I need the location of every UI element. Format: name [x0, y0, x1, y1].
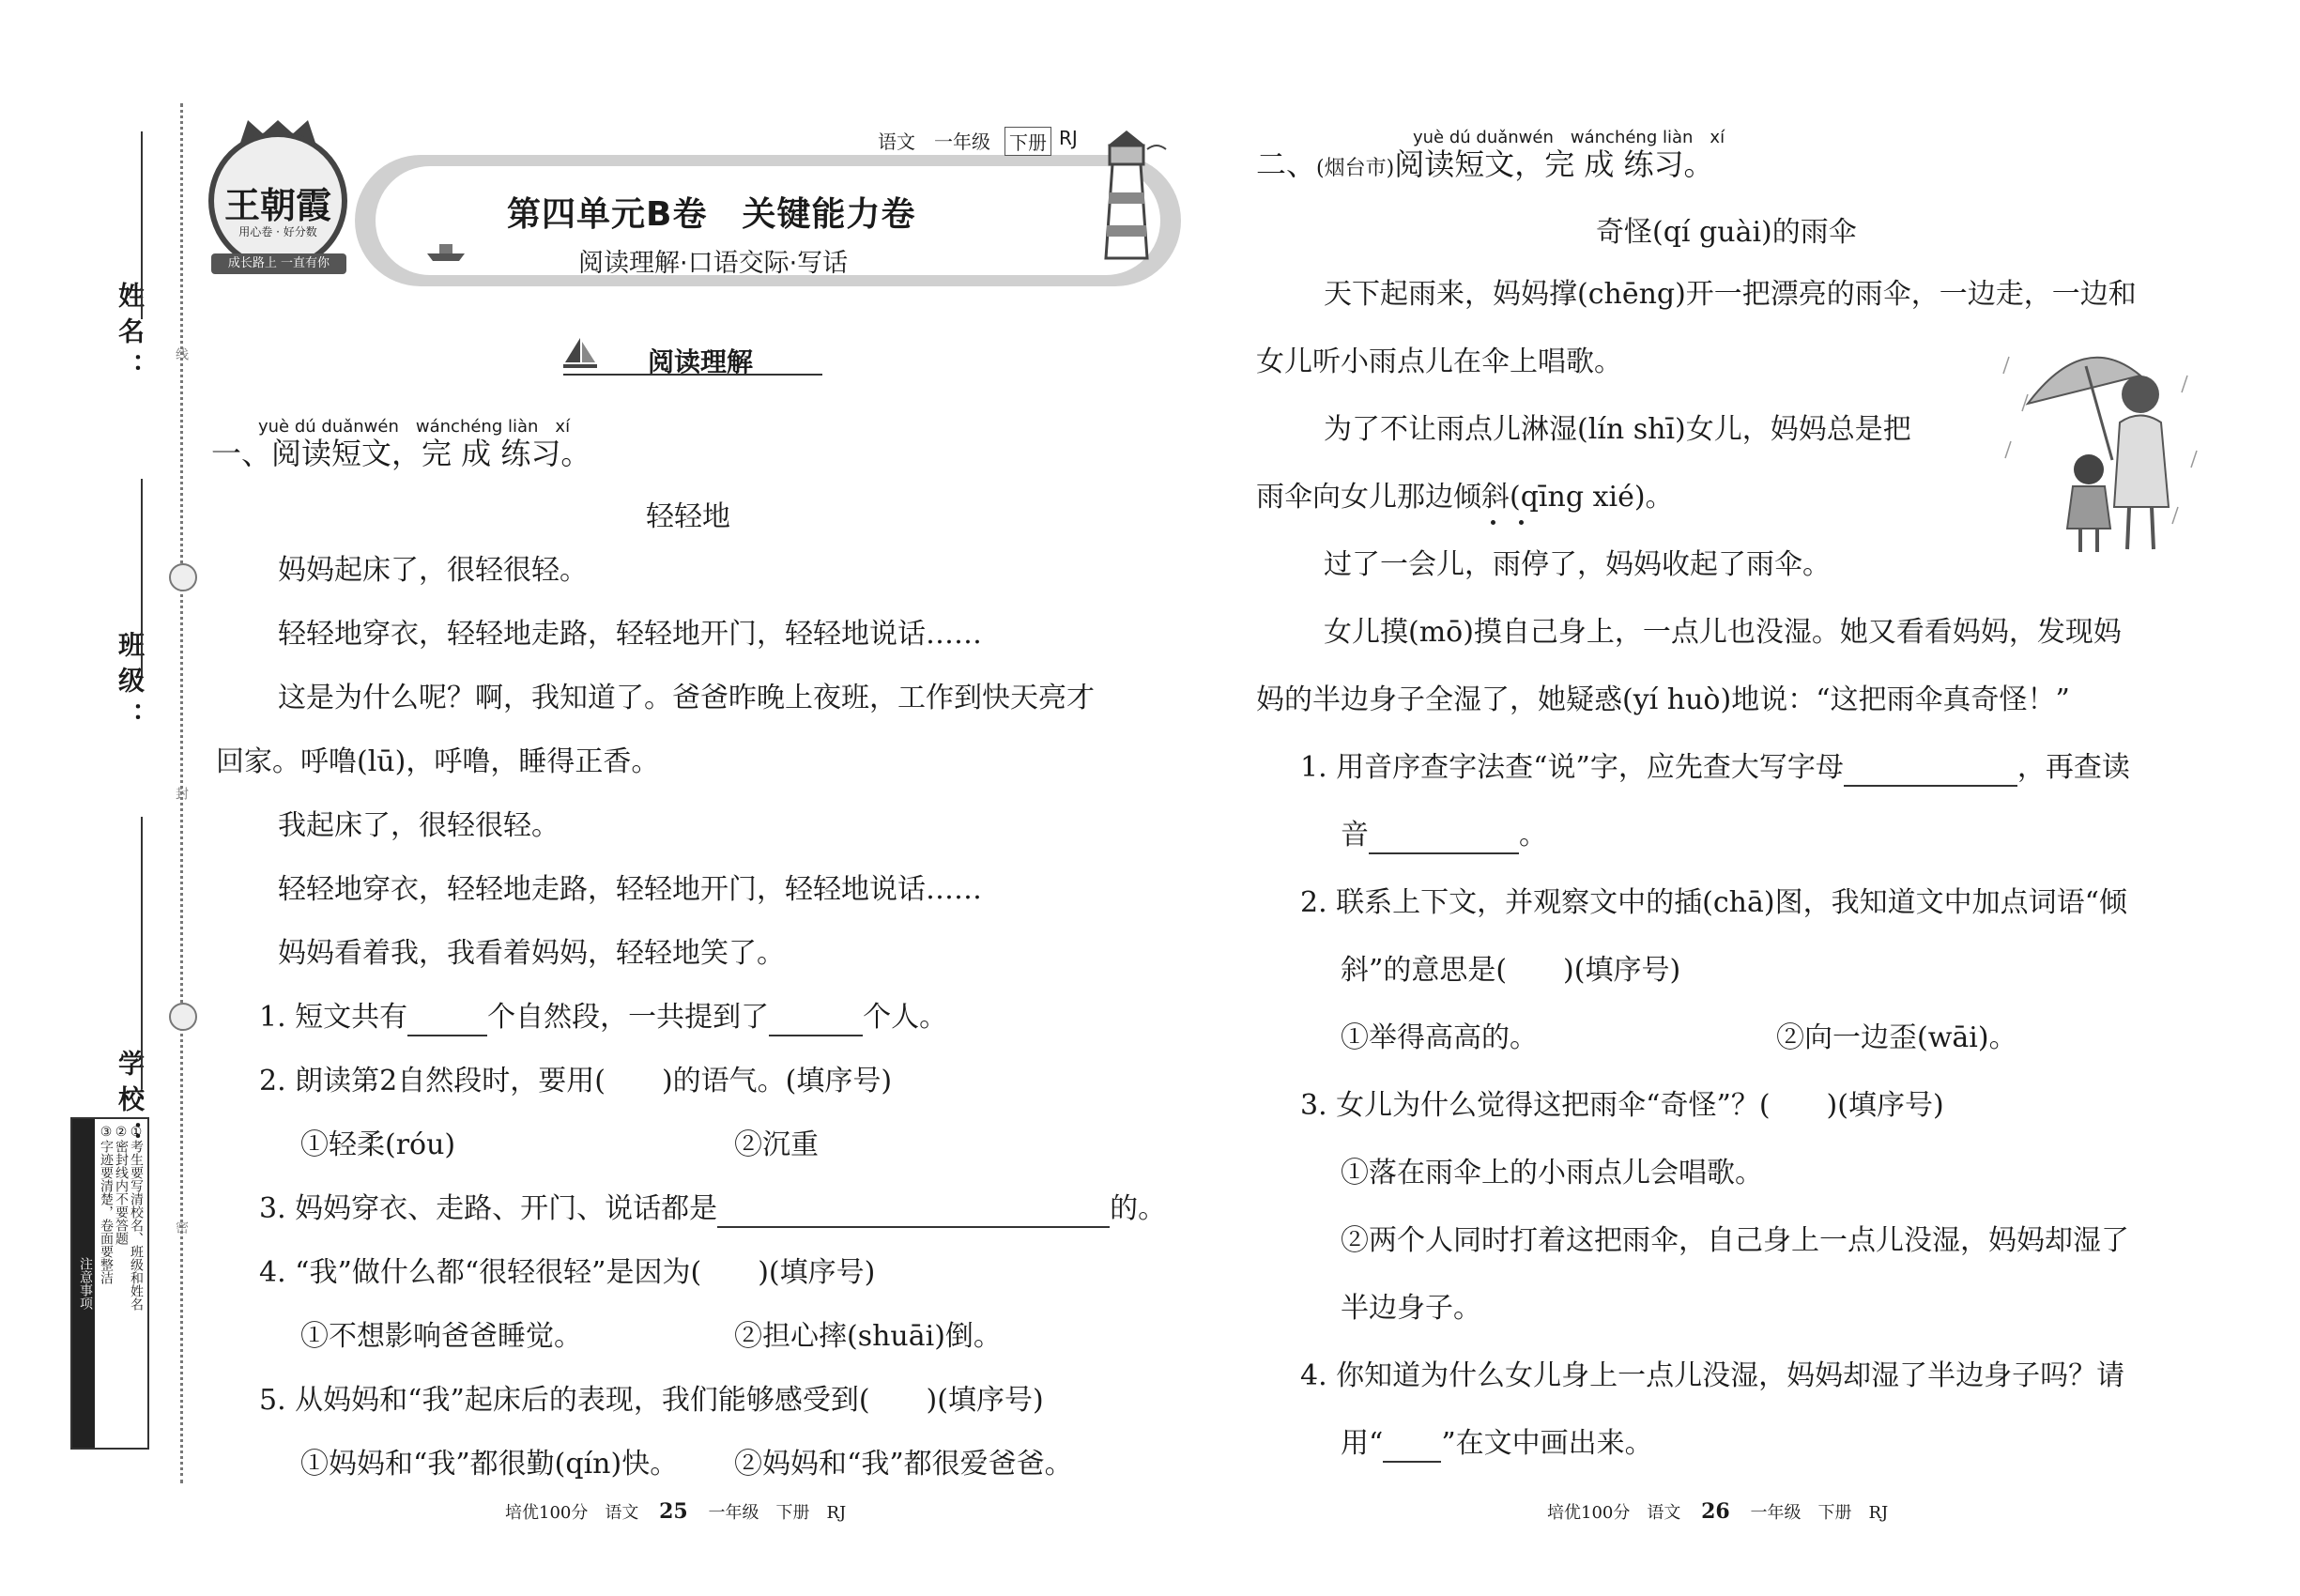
q1-pinyin: yuè dú duǎnwén wánchéng liàn xí [258, 417, 571, 437]
notice-title: 注意事项 [72, 1119, 95, 1448]
school-line [141, 817, 143, 1089]
tag-edition: RJ [1059, 127, 1078, 149]
question-1-1: 1. 短文共有 个自然段，一共提到了 个人。 [259, 999, 947, 1036]
notice-item: ①考生要写清校名、班级和姓名 [129, 1125, 144, 1311]
question-2-3[interactable]: 3. 女儿为什么觉得这把雨伞“奇怪”？( )(填序号) [1300, 1089, 1944, 1122]
passage-2-line: 雨伞向女儿那边倾斜(qīng xié)。 [1256, 481, 1674, 514]
question-1-4[interactable]: 4. “我”做什么都“很轻很轻”是因为( )(填序号) [259, 1256, 876, 1289]
page-number: 25 [659, 1499, 688, 1524]
question-2-2: 2. 联系上下文，并观察文中的插(chā)图，我知道文中加点词语“倾 [1300, 886, 2127, 919]
cut-mark-icon [169, 563, 197, 591]
tag-term: 下册 [1004, 127, 1051, 156]
logo-name: 王朝霞 [223, 184, 331, 226]
emphasis-dot [1519, 520, 1524, 525]
passage-1-title: 轻轻地 [646, 500, 730, 533]
passage-2-line: 过了一会儿，雨停了，妈妈收起了雨伞。 [1324, 548, 1831, 581]
q1-heading: 一、阅读短文，完 成 练习。 [211, 436, 591, 471]
notice-item: ②密封线内不要答题 [114, 1125, 129, 1245]
ship-icon [422, 235, 469, 263]
option: ②沉重 [734, 1128, 819, 1161]
passage-1-line: 回家。呼噜(lū)，呼噜，睡得正香。 [216, 745, 660, 778]
question-2-1-line2: 音 。 [1341, 817, 1547, 854]
class-line [141, 479, 143, 676]
option: ②妈妈和“我”都很爱爸爸。 [734, 1448, 1073, 1481]
question-1-3: 3. 妈妈穿衣、走路、开门、说话都是 的。 [259, 1190, 1166, 1228]
passage-1-line: 妈妈起床了，很轻很轻。 [278, 554, 588, 587]
section-underline [563, 374, 822, 376]
name-line [141, 131, 143, 319]
question-1-5[interactable]: 5. 从妈妈和“我”起床后的表现，我们能够感受到( )(填序号) [259, 1384, 1044, 1417]
option: ①落在雨伞上的小雨点儿会唱歌。 [1341, 1157, 1763, 1189]
cut-label-3: 密 [174, 1220, 189, 1234]
option: ①妈妈和“我”都很勤(qín)快。 [300, 1448, 679, 1481]
passage-2-line: 女儿听小雨点儿在伞上唱歌。 [1256, 345, 1622, 378]
page-subtitle: 阅读理解·口语交际·写话 [578, 249, 849, 278]
question-2-2-line2[interactable]: 斜”的意思是( )(填序号) [1341, 954, 1681, 987]
passage-1-line: 轻轻地穿衣，轻轻地走路，轻轻地开门，轻轻地说话…… [278, 873, 982, 906]
notice-items [99, 1125, 144, 1311]
notice-box [70, 1117, 149, 1450]
option: ②向一边歪(wāi)。 [1776, 1021, 2017, 1054]
cut-label-2: 封 [174, 787, 189, 800]
section-title: 阅读理解 [648, 346, 754, 377]
tag-subject: 语文 [878, 130, 915, 153]
question-2-4: 4. 你知道为什么女儿身上一点儿没湿，妈妈却湿了半边身子吗？请 [1300, 1359, 2125, 1392]
underline-sample [1383, 1461, 1441, 1463]
notice-item: ③字迹要清楚，卷面要整洁 [99, 1125, 114, 1284]
question-2-1: 1. 用音序查字法查“说”字，应先查大写字母 ，再查读 [1300, 749, 2130, 787]
page-number: 26 [1701, 1499, 1730, 1524]
passage-2-title: 奇怪(qí guài)的雨伞 [1596, 216, 1857, 249]
option: ①不想影响爸爸睡觉。 [300, 1320, 582, 1353]
passage-1-line: 轻轻地穿衣，轻轻地走路，轻轻地开门，轻轻地说话…… [278, 618, 982, 651]
option-line2: 半边身子。 [1341, 1292, 1481, 1325]
passage-1-line: 这是为什么呢？啊，我知道了。爸爸昨晚上夜班，工作到快天亮才 [278, 682, 1095, 714]
answer-blank[interactable] [407, 1035, 487, 1036]
question-1-2[interactable]: 2. 朗读第2自然段时，要用( )的语气。(填序号) [259, 1065, 893, 1097]
passage-2-line: 天下起雨来，妈妈撑(chēng)开一把漂亮的雨伞，一边走，一边和 [1324, 278, 2137, 311]
page-title: 第四单元B卷 关键能力卷 [507, 195, 916, 234]
cut-mark-icon [169, 1003, 197, 1031]
logo-ribbon: 成长路上 一直有你 [211, 253, 346, 274]
q2-heading: 二、(烟台市)阅读短文，完 成 练习。 [1256, 146, 1714, 182]
name-label: 姓名： [115, 282, 146, 389]
answer-blank[interactable] [769, 1035, 863, 1036]
sailboat-icon [561, 334, 599, 372]
option: ①举得高高的。 [1341, 1021, 1538, 1054]
passage-2-line: 为了不让雨点儿淋湿(lín shī)女儿，妈妈总是把 [1324, 413, 1911, 446]
answer-blank[interactable] [1369, 852, 1519, 854]
emphasis-dot [1491, 520, 1495, 525]
passage-2-line: 女儿摸(mō)摸自己身上，一点儿也没湿。她又看看妈妈，发现妈 [1324, 616, 2122, 649]
passage-1-line: 妈妈看着我，我看着妈妈，轻轻地笑了。 [278, 937, 785, 970]
logo-sub: 用心卷 · 好分数 [238, 225, 317, 238]
lighthouse-icon [1080, 127, 1173, 268]
question-2-4-line2: 用“ ”在文中画出来。 [1341, 1425, 1653, 1463]
passage-1-line: 我起床了，很轻很轻。 [278, 809, 560, 842]
option: ②担心摔(shuāi)倒。 [734, 1320, 1002, 1353]
answer-blank[interactable] [717, 1226, 1110, 1228]
umbrella-illustration [2000, 338, 2206, 563]
option: ①轻柔(róu) [300, 1128, 456, 1161]
q2-city: (烟台市) [1316, 157, 1395, 180]
passage-2-line: 妈的半边身子全湿了，她疑惑(yí huò)地说：“这把雨伞真奇怪！” [1256, 683, 2070, 716]
footer-right: 培优100分 语文 26 一年级 下册 RJ [1547, 1499, 1889, 1524]
school-label: 学校： [115, 1050, 146, 1157]
q2-pinyin: yuè dú duǎnwén wánchéng liàn xí [1413, 128, 1725, 147]
brand-logo [208, 131, 347, 270]
option: ②两个人同时打着这把雨伞，自己身上一点儿没湿，妈妈却湿了 [1341, 1224, 2129, 1257]
cut-label-1: 线 [174, 347, 189, 361]
footer-left: 培优100分 语文 25 一年级 下册 RJ [505, 1499, 847, 1524]
class-label: 班级： [115, 631, 146, 738]
answer-blank[interactable] [1844, 785, 2017, 787]
tag-grade: 一年级 [934, 130, 990, 153]
